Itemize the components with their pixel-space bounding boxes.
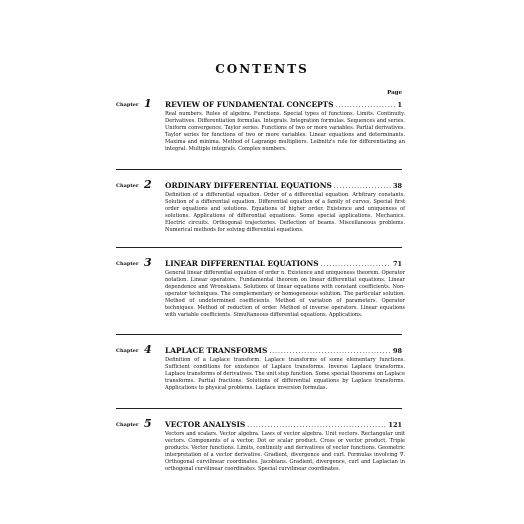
page-title: CONTENTS xyxy=(215,62,309,76)
chapter-divider xyxy=(116,169,402,170)
dot-leader xyxy=(247,422,386,429)
chapter-divider xyxy=(116,334,402,335)
chapter-heading-row xyxy=(165,420,402,429)
chapter-divider xyxy=(116,247,402,248)
chapter-summary: Definition of a Laplace transform. Laplace transforms of some elementary functions. Sufficient conditions for existence of Laplace transforms. Inverse Laplace transforms. Laplace transforms of derivatives. The unit step function. Some special theorems on Laplace transforms. Partial fractions. Solutions of differential equations by Laplace transforms. Applications to physical problems. Laplace inversion formulas. xyxy=(165,356,406,391)
chapter-label: Chapter xyxy=(116,348,139,354)
dot-leader xyxy=(334,183,391,190)
dot-leader xyxy=(335,102,395,109)
chapter-summary: Definition of a differential equation. Order of a differential equation. Arbitrary constants. Solution of a differential equation. Differential equation of a family of curves. Special first order equations and solutions. Equations of higher order. Existence and uniqueness of solutions. Applications of differential equations. Some special applications. Mechanics. Electric circuits. Orthogonal trajectories. Deflection of beams. Miscellaneous problems. Numerical methods for solving differential equations. xyxy=(165,191,405,233)
chapter-heading-row xyxy=(165,100,402,109)
chapter-label: Chapter xyxy=(116,102,139,108)
chapter-heading: LINEAR DIFFERENTIAL EQUATIONS xyxy=(165,259,319,268)
chapter-heading: LAPLACE TRANSFORMS xyxy=(165,346,268,355)
dot-leader xyxy=(321,261,391,268)
chapter-heading-row xyxy=(165,259,402,268)
chapter-divider xyxy=(116,408,402,409)
chapter-number: 2 xyxy=(144,178,152,191)
chapter-page-number: 121 xyxy=(388,421,402,429)
chapter-heading: VECTOR ANALYSIS xyxy=(165,420,246,429)
chapter-label: Chapter xyxy=(116,261,139,267)
chapter-summary: General linear differential equation of order n. Existence and uniqueness theorem. Operator notation. Linear operators. Fundamental theorem on linear differential equations. Linear dependence and Wronskians. Solutions of linear equations with constant coefficients. Non-operator techniques. The complementary or homogeneous solution. The particular solution. Method of undetermined coefficients. Method of variation of parameters. Operator techniques. Method of reduction of order. Method of inverse operators. Linear equations with variable coefficients. Simultaneous differential equations. Applications. xyxy=(165,269,405,318)
chapter-label: Chapter xyxy=(116,183,139,189)
chapter-label: Chapter xyxy=(116,422,139,428)
chapter-heading: REVIEW OF FUNDAMENTAL CONCEPTS xyxy=(165,100,334,109)
chapter-heading: ORDINARY DIFFERENTIAL EQUATIONS xyxy=(165,181,332,190)
chapter-number: 1 xyxy=(144,97,152,110)
chapter-heading-row xyxy=(165,181,402,190)
chapter-summary: Vectors and scalars. Vector algebra. Laws of vector algebra. Unit vectors. Rectangular unit vectors. Components of a vector. Dot or scalar product. Cross or vector product. Triple products. Vector functions. Limits, continuity and derivatives of vector functions. Geometric interpretation of a vector derivative. Gradient, divergence and curl. Formulas involving ∇. Orthogonal curvilinear coordinates. Jacobians. Gradient, divergence, curl and Laplacian in orthogonal curvilinear coordinates. Special curvilinear coordinates. xyxy=(165,430,405,472)
page-column-label: Page xyxy=(387,90,402,96)
chapter-page-number: 1 xyxy=(397,101,402,109)
chapter-summary: Real numbers. Rules of algebra. Functions. Special types of functions. Limits. Continuity. Derivatives. Differentiation formulas. Integrals. Integration formulas. Sequences and series. Uniform convergence. Taylor series. Functions of two or more variables. Partial derivatives. Taylor series for functions of two or more variables. Linear equations and determinants. Maxima and minima. Method of Lagrange multipliers. Leibnitz's rule for differentiating an integral. Multiple integrals. Complex numbers. xyxy=(165,110,405,152)
chapter-page-number: 38 xyxy=(392,182,402,190)
chapter-page-number: 71 xyxy=(392,260,402,268)
chapter-number: 4 xyxy=(144,343,152,356)
chapter-heading-row xyxy=(165,346,402,355)
chapter-number: 3 xyxy=(144,256,152,269)
chapter-number: 5 xyxy=(144,417,152,430)
dot-leader xyxy=(269,348,391,355)
chapter-page-number: 98 xyxy=(392,347,402,355)
